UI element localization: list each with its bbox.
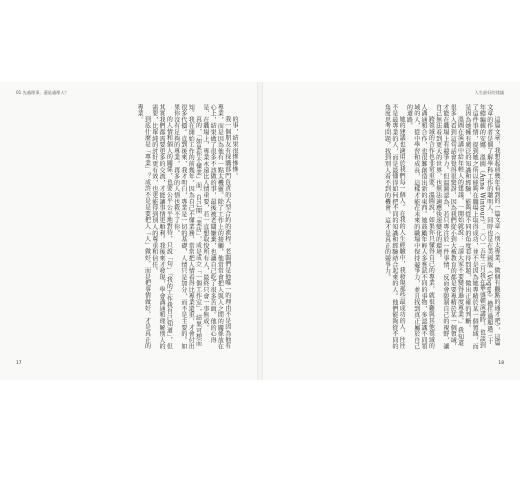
body-text [280, 104, 500, 350]
paragraph: 的事，結果很慘慘慘。 [231, 116, 238, 179]
page-number: 17 [16, 361, 22, 366]
paragraph: 真的，「如果你不懂業」面，自己開「業店」，成是成立「一個工作室」，結果可想而知。我在開始工作的前幾年，因為自己不懂業務，常常把人情看得比專業還重，才會付出很多代價。直到後來，我才明白，專業是一切的基礎，人情只是加分，而不是主要的。如果你沒有足夠的專業，再多的人情也救不了你。 [172, 104, 202, 350]
body-text [24, 104, 238, 350]
paragraph: 到底什麼是「專業」？成許不是是要把人「人」做好，而是把事情做好，才是真正的專業。 [136, 104, 151, 350]
right-page [262, 82, 520, 380]
paragraph: 她的建議也適用於我們每一個人。在我的人生經驗中，我發現那些最成功的人，往往不是最專業的人，而是最懂得如何把不同的知識和經驗結合起來的人。他們能夠從不同的角度思考問題，找到別人看不到的機會，這才是真正的競爭力。 [383, 104, 406, 350]
running-head: 01 先處理事，還是處理人？ [16, 90, 69, 95]
page-number: 18 [498, 361, 504, 366]
paragraph: 我一個朋友有採購部門負責的大型合約的流程，老闆們是他唯一的理由不是因為他有專業，而是因為他有一點太機靈。除了工作上的接觸，他常常會把人與人之間的關係放在心上，結果做了很多不該做的事，最後被老闆嫌棄，也讓自己吃了很多苦頭。他的心得是，在職場上，專業永遠比人情重要，若一直想取悅所有人，最終只會一事無成。 [201, 104, 231, 350]
paragraph: 這篇文章，我想起前幾年看到的一篇文章〈別太專業，做個有觀點的通才吧〉，這篇文章的作者是個了解學科工作的聰明人，同時也是在美國版《Vogue》擔任過超過三十年總編輯的安娜．溫圖（Anna Wintour）。二〇一五年三月我在華盛頓演講時，也談到了這件事情，提到她之所以能夠在職場上取得成功，並不是因為她專精於某一個領域，而是因為她擁有廣泛的知識和經驗，能夠從不同的角度看待問題，做出正確的判斷。 [463, 104, 500, 350]
paragraph: 跨領域的合作也非常重要。溫圖說，如果你只懂得自己的專業，就很難與其他領域的人溝通和合作，也很難創造出新的東西。她鼓勵年輕人多嘗試不同的事物，多認識不同領域的人，從中學習和成長，這樣才能在未來的職場中保持競爭力，並且找到真正屬於自己的道路。 [405, 104, 435, 350]
paragraph: 溫圖在演講中給年輕人的建議，一開始就說：「請大家不要變得過度專業。」我知道很多人看到這句話會覺得很驚訝，因為我們從小到大被教育的都是要專精於某一個領域，才能在職場上有競爭力。但溫圖認為，若只專注於一件事情，反而會限制自己的視野，讓自己無法看到更大的世界，也無法適應快速變化的環境。 [434, 104, 464, 350]
paragraph: 的人情和個人的關係，也要公平公平地對待，只說「句」「我的工作我自己知道」，但其實我們都需要更多的交流，才能讓事情更順利。我後來才發現，學會溝通和理解別人的需要，比單純的討好更有效，也更能得到別人的尊重和信任。 [150, 104, 173, 350]
running-head: 人生最好的建議 [474, 90, 504, 95]
book-spread [0, 82, 520, 380]
left-page [0, 82, 258, 380]
